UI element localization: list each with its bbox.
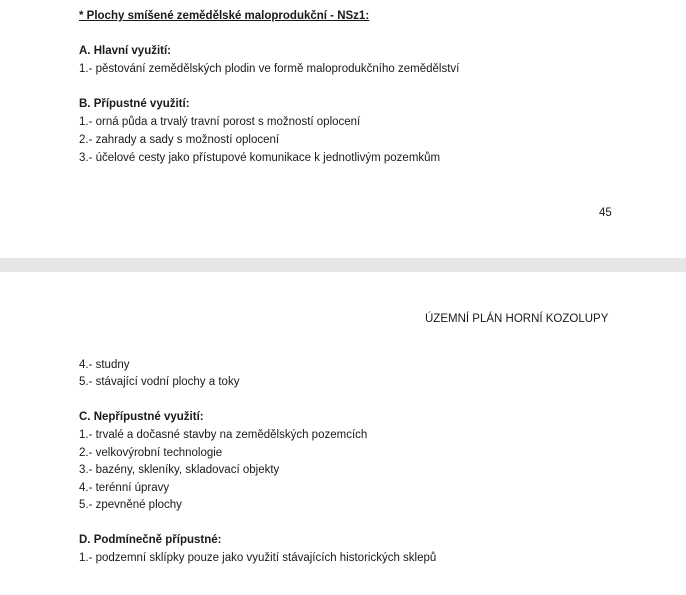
section-c-item-3: 3.- bazény, skleníky, skladovací objekty bbox=[79, 464, 280, 476]
section-c-item-4: 4.- terénní úpravy bbox=[79, 482, 170, 494]
page-number: 45 bbox=[599, 207, 612, 219]
section-c-item-5: 5.- zpevněné plochy bbox=[79, 499, 182, 511]
section-b-heading: B. Přípustné využití: bbox=[79, 98, 190, 110]
section-title: * Plochy smíšené zemědělské maloprodukční - NSz1: bbox=[79, 10, 370, 22]
section-c-item-1: 1.- trvalé a dočasné stavby na zemědělských pozemcích bbox=[79, 429, 368, 441]
section-b-item-4: 4.- studny bbox=[79, 359, 130, 371]
page-separator bbox=[0, 258, 686, 272]
running-header: ÚZEMNÍ PLÁN HORNÍ KOZOLUPY bbox=[425, 313, 609, 325]
section-b-item-5: 5.- stávající vodní plochy a toky bbox=[79, 376, 240, 388]
section-a-heading: A. Hlavní využití: bbox=[79, 45, 172, 57]
section-d-heading: D. Podmínečně přípustné: bbox=[79, 534, 222, 546]
document-page-top bbox=[0, 0, 686, 258]
section-b-item-1: 1.- orná půda a trvalý travní porost s možností oplocení bbox=[79, 116, 361, 128]
section-b-item-3: 3.- účelové cesty jako přístupové komunikace k jednotlivým pozemkům bbox=[79, 152, 441, 164]
section-b-item-2: 2.- zahrady a sady s možností oplocení bbox=[79, 134, 280, 146]
section-d-item-1: 1.- podzemní sklípky pouze jako využití stávajících historických sklepů bbox=[79, 552, 437, 564]
section-a-item-1: 1.- pěstování zemědělských plodin ve formě maloprodukčního zemědělství bbox=[79, 63, 460, 75]
section-c-heading: C. Nepřípustné využití: bbox=[79, 411, 204, 423]
section-c-item-2: 2.- velkovýrobní technologie bbox=[79, 447, 223, 459]
